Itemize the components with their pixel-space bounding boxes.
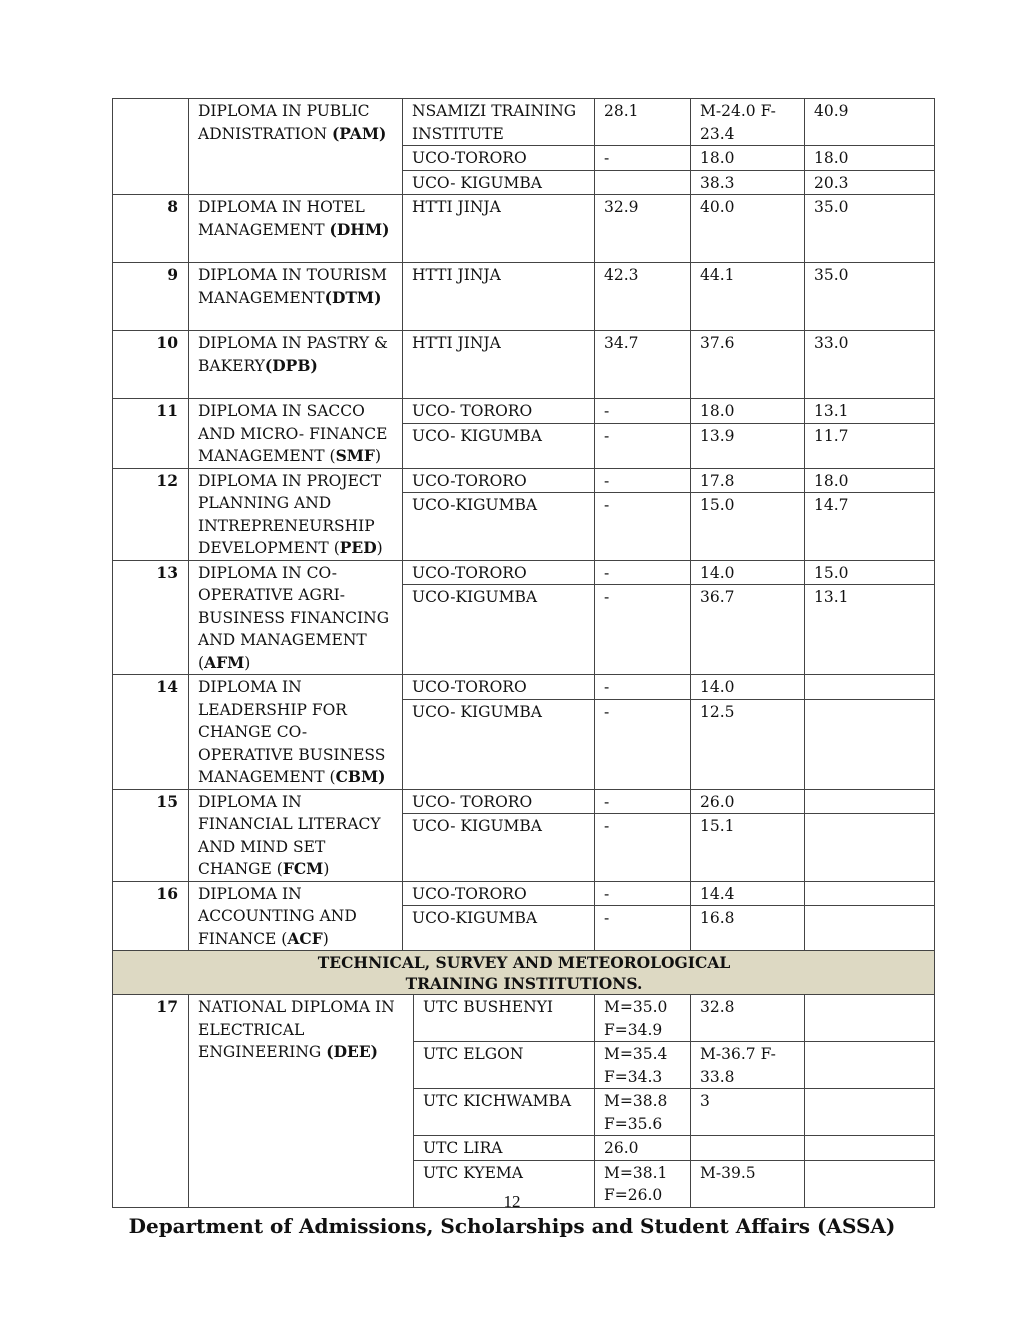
institution-name: HTTI JINJA [403,331,595,399]
cutoff-value [805,814,935,881]
cutoff-value: - [595,399,691,424]
institution-name: UTC LIRA [414,1136,595,1161]
cutoff-value [691,1136,805,1161]
cutoff-value: M-24.0 F-23.4 [691,99,805,146]
row-number: 10 [113,331,189,399]
programme-text: DIPLOMA IN CO-OPERATIVE AGRI-BUSINESS FINANCING AND MANAGEMENT ( [198,563,390,672]
cutoff-value [805,881,935,906]
programme-text: NATIONAL DIPLOMA IN ELECTRICAL ENGINEERING [198,998,395,1061]
institution-name: UTC KYEMA [414,1160,595,1207]
cutoff-value: 18.0 [805,146,935,171]
cutoff-value [805,906,935,951]
programme-text: DIPLOMA IN PUBLIC ADNISTRATION [198,102,370,143]
programme-name [189,195,403,263]
programme-name [189,789,403,881]
row-number [113,99,189,195]
cutoff-value: 13.1 [805,585,935,675]
programme-code: PED [339,538,377,557]
programme-text: DIPLOMA IN PROJECT PLANNING AND INTREPRENEURSHIP DEVELOPMENT ( [198,471,382,557]
programme-code: (DHM) [329,219,390,239]
programme-code: (DPB) [264,355,318,375]
row-number: 12 [113,468,189,560]
cutoff-value: M=38.8 F=35.6 [595,1089,691,1136]
programme-text-end: ) [244,653,251,672]
programme-text-end: ) [376,539,383,557]
cutoff-value: 34.7 [595,331,691,399]
row-number: 14 [113,675,189,790]
cutoff-value: M-39.5 [691,1160,805,1207]
cutoff-value: 32.8 [691,995,805,1042]
cutoff-value [805,1042,935,1089]
cutoff-value: - [595,146,691,171]
cutoff-value [805,995,935,1042]
institution-name: UCO-TORORO [403,560,595,585]
programme-code: SMF [335,446,375,465]
cutoff-value: 15.0 [691,493,805,560]
table-row [113,789,935,814]
programme-text: DIPLOMA IN TOURISM MANAGEMENT [198,266,387,307]
programme-text: DIPLOMA IN HOTEL MANAGEMENT [198,198,365,239]
cutoff-value: 17.8 [691,468,805,493]
institution-name: UCO- TORORO [403,399,595,424]
cutoff-value: 14.7 [805,493,935,560]
cutoff-value: 33.0 [805,331,935,399]
programme-code: (DTM) [324,287,382,307]
section-heading-line: TECHNICAL, SURVEY AND METEOROLOGICAL [317,953,731,972]
programme-code: AFM [204,652,245,672]
table-row [113,195,935,263]
cutoff-value: - [595,881,691,906]
cutoff-value: - [595,468,691,493]
cutoff-value: 13.9 [691,423,805,468]
institution-name: UCO-TORORO [403,146,595,171]
programme-name [189,331,403,399]
cutoff-value: - [595,699,691,789]
cutoff-value: - [595,423,691,468]
section-heading-line: TRAINING INSTITUTIONS. [405,974,643,993]
cutoff-value: 11.7 [805,423,935,468]
cutoff-value: 26.0 [691,789,805,814]
cutoff-value: M-36.7 F-33.8 [691,1042,805,1089]
cutoff-value [805,699,935,789]
cutoff-value: - [595,789,691,814]
cutoff-value: 14.0 [691,560,805,585]
table-row [113,995,935,1042]
institution-name: UCO- KIGUMBA [403,699,595,789]
row-number: 17 [113,995,189,1208]
cutoff-value [805,1136,935,1161]
cutoff-value: 32.9 [595,195,691,263]
cutoff-value: 40.0 [691,195,805,263]
cutoff-value: - [595,814,691,881]
institution-name: HTTI JINJA [403,195,595,263]
institution-name: HTTI JINJA [403,263,595,331]
row-number: 16 [113,881,189,951]
programme-text-end: ) [374,447,381,465]
row-number: 15 [113,789,189,881]
section-heading [113,951,935,995]
table-row [113,331,935,399]
cutoff-value [805,789,935,814]
programme-name [189,99,403,195]
table-row [113,468,935,493]
cutoff-value: 13.1 [805,399,935,424]
institution-name: UCO- KIGUMBA [403,423,595,468]
cutoff-value: - [595,493,691,560]
cutoff-value [805,1089,935,1136]
cutoff-value: - [595,560,691,585]
cutoff-value [595,170,691,195]
cutoff-value: 15.1 [691,814,805,881]
programme-code: ACF [287,928,323,948]
cutoff-value: 14.0 [691,675,805,700]
cutoff-value: 14.4 [691,881,805,906]
programme-text: DIPLOMA IN FINANCIAL LITERACY AND MIND SET CHANGE ( [198,792,381,878]
programme-text-end: ) [323,860,330,878]
institution-name: UTC BUSHENYI [414,995,595,1042]
cutoff-value: M=35.4 F=34.3 [595,1042,691,1089]
cutoff-value: - [595,675,691,700]
table-row [113,560,935,585]
cutoff-value: 37.6 [691,331,805,399]
row-number: 9 [113,263,189,331]
programme-name [189,468,403,560]
cutoff-value: 44.1 [691,263,805,331]
programme-text: DIPLOMA IN ACCOUNTING AND FINANCE ( [198,884,357,948]
cutoff-value: 18.0 [805,468,935,493]
table-row [113,675,935,700]
cutoff-value: - [595,585,691,675]
cutoff-value: 28.1 [595,99,691,146]
cutoff-value: 18.0 [691,399,805,424]
institution-name: UCO-TORORO [403,675,595,700]
table-row [113,399,935,424]
cutoff-value: 42.3 [595,263,691,331]
programme-text: DIPLOMA IN SACCO AND MICRO- FINANCE MANAGEMENT ( [198,402,388,465]
row-number: 11 [113,399,189,469]
institution-name: NSAMIZI TRAINING INSTITUTE [403,99,595,146]
row-number: 8 [113,195,189,263]
cutoff-value: 40.9 [805,99,935,146]
programme-name [189,995,414,1208]
institution-name: UTC ELGON [414,1042,595,1089]
institution-name: UCO- TORORO [403,789,595,814]
institution-name: UCO-TORORO [403,468,595,493]
programme-code: FCM [282,859,324,878]
cutoff-value: M=35.0 F=34.9 [595,995,691,1042]
cutoff-value: 35.0 [805,263,935,331]
cutoff-value [805,675,935,700]
cutoff-value: 26.0 [595,1136,691,1161]
programme-name [189,675,403,790]
programme-code: (DEE) [326,1042,378,1061]
table-row [113,881,935,906]
institution-name: UTC KICHWAMBA [414,1089,595,1136]
cutoff-value: 16.8 [691,906,805,951]
cutoff-value: 12.5 [691,699,805,789]
institution-name: UCO- KIGUMBA [403,814,595,881]
department-footer: Department of Admissions, Scholarships and Student Affairs (ASSA) [128,1214,896,1238]
cutoff-table [112,98,935,1208]
cutoff-value: 35.0 [805,195,935,263]
programme-text: DIPLOMA IN LEADERSHIP FOR CHANGE CO-OPERATIVE BUSINESS MANAGEMENT ( [198,678,386,786]
page-number: 12 [503,1192,521,1211]
cutoff-value: 38.3 [691,170,805,195]
cutoff-value: 3 [691,1089,805,1136]
programme-code: CBM) [335,767,386,786]
programme-code: (PAM) [331,123,387,143]
programme-name [189,263,403,331]
institution-name: UCO-KIGUMBA [403,493,595,560]
programme-text: DIPLOMA IN PASTRY & BAKERY [198,334,388,375]
table-row [113,99,935,146]
institution-name: UCO- KIGUMBA [403,170,595,195]
institution-name: UCO-KIGUMBA [403,906,595,951]
cutoff-value: - [595,906,691,951]
cutoff-value: M=38.1 F=26.0 [595,1160,691,1207]
programme-name [189,560,403,675]
programme-text-end: ) [322,929,329,948]
cutoff-value: 36.7 [691,585,805,675]
row-number: 13 [113,560,189,675]
cutoff-value: 20.3 [805,170,935,195]
programme-name [189,399,403,469]
cutoff-value: 18.0 [691,146,805,171]
institution-name: UCO-TORORO [403,881,595,906]
table-row [113,263,935,331]
section-heading-row [113,951,935,995]
cutoff-value: 15.0 [805,560,935,585]
programme-name [189,881,403,951]
institution-name: UCO-KIGUMBA [403,585,595,675]
